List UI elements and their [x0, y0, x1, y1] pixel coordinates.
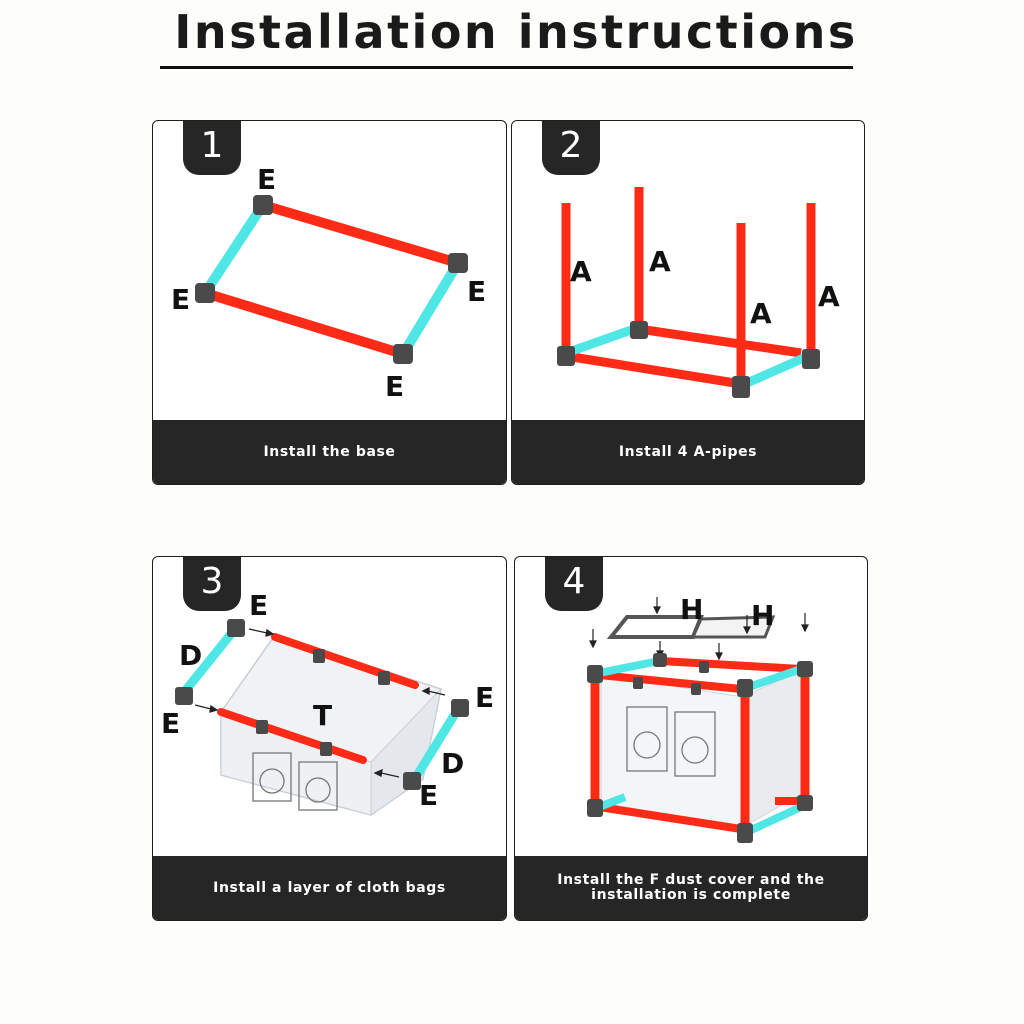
step-1-panel — [152, 120, 507, 485]
step-number-badge: 4 — [545, 556, 603, 611]
step-caption — [153, 420, 506, 484]
step-caption-text: Install the F dust cover and the installation is complete — [557, 872, 825, 903]
title-underline — [160, 66, 853, 69]
label-e: E — [257, 163, 277, 196]
step-4-panel — [514, 556, 868, 921]
step-caption — [512, 420, 864, 484]
step-caption — [515, 856, 867, 920]
label-e: E — [467, 275, 487, 308]
label-a: A — [649, 245, 671, 278]
step-caption-text: Install 4 A-pipes — [618, 443, 758, 460]
label-e: E — [419, 779, 439, 812]
step-caption-text: Install a layer of cloth bags — [213, 879, 446, 896]
step-3-panel — [152, 556, 507, 921]
label-e: E — [385, 370, 405, 403]
label-a: A — [570, 255, 592, 288]
step-number-badge: 1 — [183, 120, 241, 175]
step-number-badge: 2 — [542, 120, 600, 175]
label-a: A — [750, 297, 772, 330]
label-d: D — [441, 747, 465, 780]
label-d: D — [179, 639, 203, 672]
step-number-badge: 3 — [183, 556, 241, 611]
label-t: T — [313, 699, 333, 732]
page-title: Installation instructions — [174, 5, 858, 59]
label-e: E — [249, 589, 269, 622]
step-caption-text: Install the base — [263, 443, 396, 460]
label-h: H — [751, 599, 775, 632]
label-h: H — [680, 593, 704, 626]
label-a: A — [818, 280, 840, 313]
step-2-panel — [511, 120, 865, 485]
label-e: E — [161, 707, 181, 740]
label-e: E — [171, 283, 191, 316]
step-caption — [153, 856, 506, 920]
label-e: E — [475, 681, 495, 714]
